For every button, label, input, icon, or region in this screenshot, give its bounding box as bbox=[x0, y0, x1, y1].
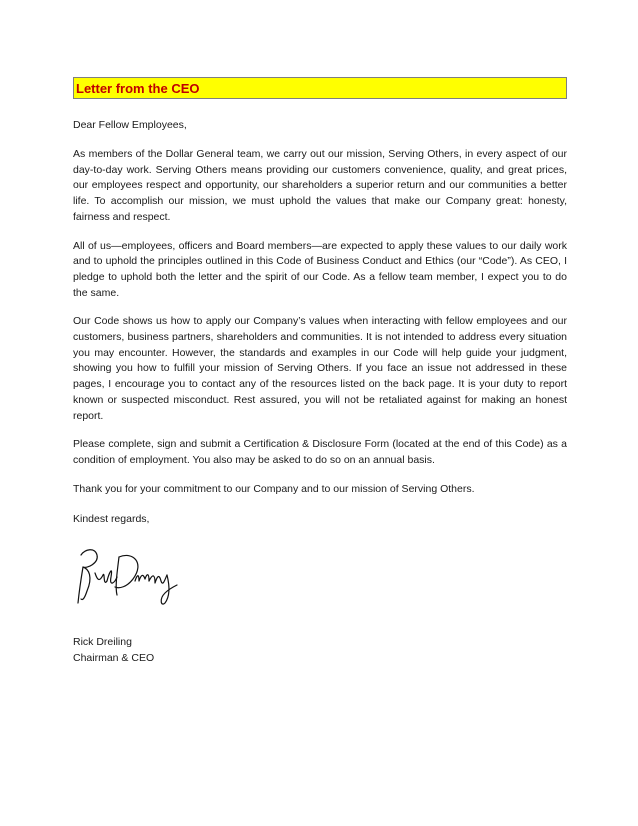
letter-page bbox=[73, 77, 567, 667]
closing: Kindest regards, bbox=[73, 513, 150, 526]
salutation: Dear Fellow Employees, bbox=[73, 119, 187, 131]
paragraph-certification: Please complete, sign and submit a Certification & Disclosure Form (located at the end of this Code) as a condition of employment. You also may be asked to do so on an annual basis. bbox=[73, 438, 567, 466]
paragraph-mission: As members of the Dollar General team, we carry out our mission, Serving Others, in every aspect of our day-to-day work. Serving Others means providing our customers convenience, quality, and great prices, our employees respect and opportunity, our shareholders a superior return and our communities a better life. To accomplish our mission, we must uphold the values that make our Company great: honesty, fairness and respect. bbox=[73, 148, 567, 223]
signer-title: Chairman & CEO bbox=[73, 652, 155, 665]
signature-image bbox=[73, 543, 183, 613]
signer-name: Rick Dreiling bbox=[73, 636, 132, 649]
paragraph-thanks: Thank you for your commitment to our Company and to our mission of Serving Others. bbox=[73, 482, 475, 495]
paragraph-code-usage: Our Code shows us how to apply our Company’s values when interacting with fellow employees and our customers, business partners, shareholders and communities. It is not intended to address every situation you may encounter. However, the standards and examples in our Code will help guide your judgment, showing you how to fulfill your mission of Serving Others. If you face an issue not addressed in these pages, I encourage you to contact any of the resources listed on the back page. It is your duty to report known or suspected misconduct. Rest assured, you will not be retaliated against for making an honest report. bbox=[73, 315, 567, 422]
paragraph-expectations: All of us—employees, officers and Board members—are expected to apply these values to our daily work and to uphold the principles outlined in this Code of Business Conduct and Ethics (our “Code”). As CEO, I pledge to uphold both the letter and the spirit of our Code. As a fellow team member, I expect you to do the same. bbox=[73, 239, 567, 299]
letter-title: Letter from the CEO bbox=[73, 77, 567, 99]
